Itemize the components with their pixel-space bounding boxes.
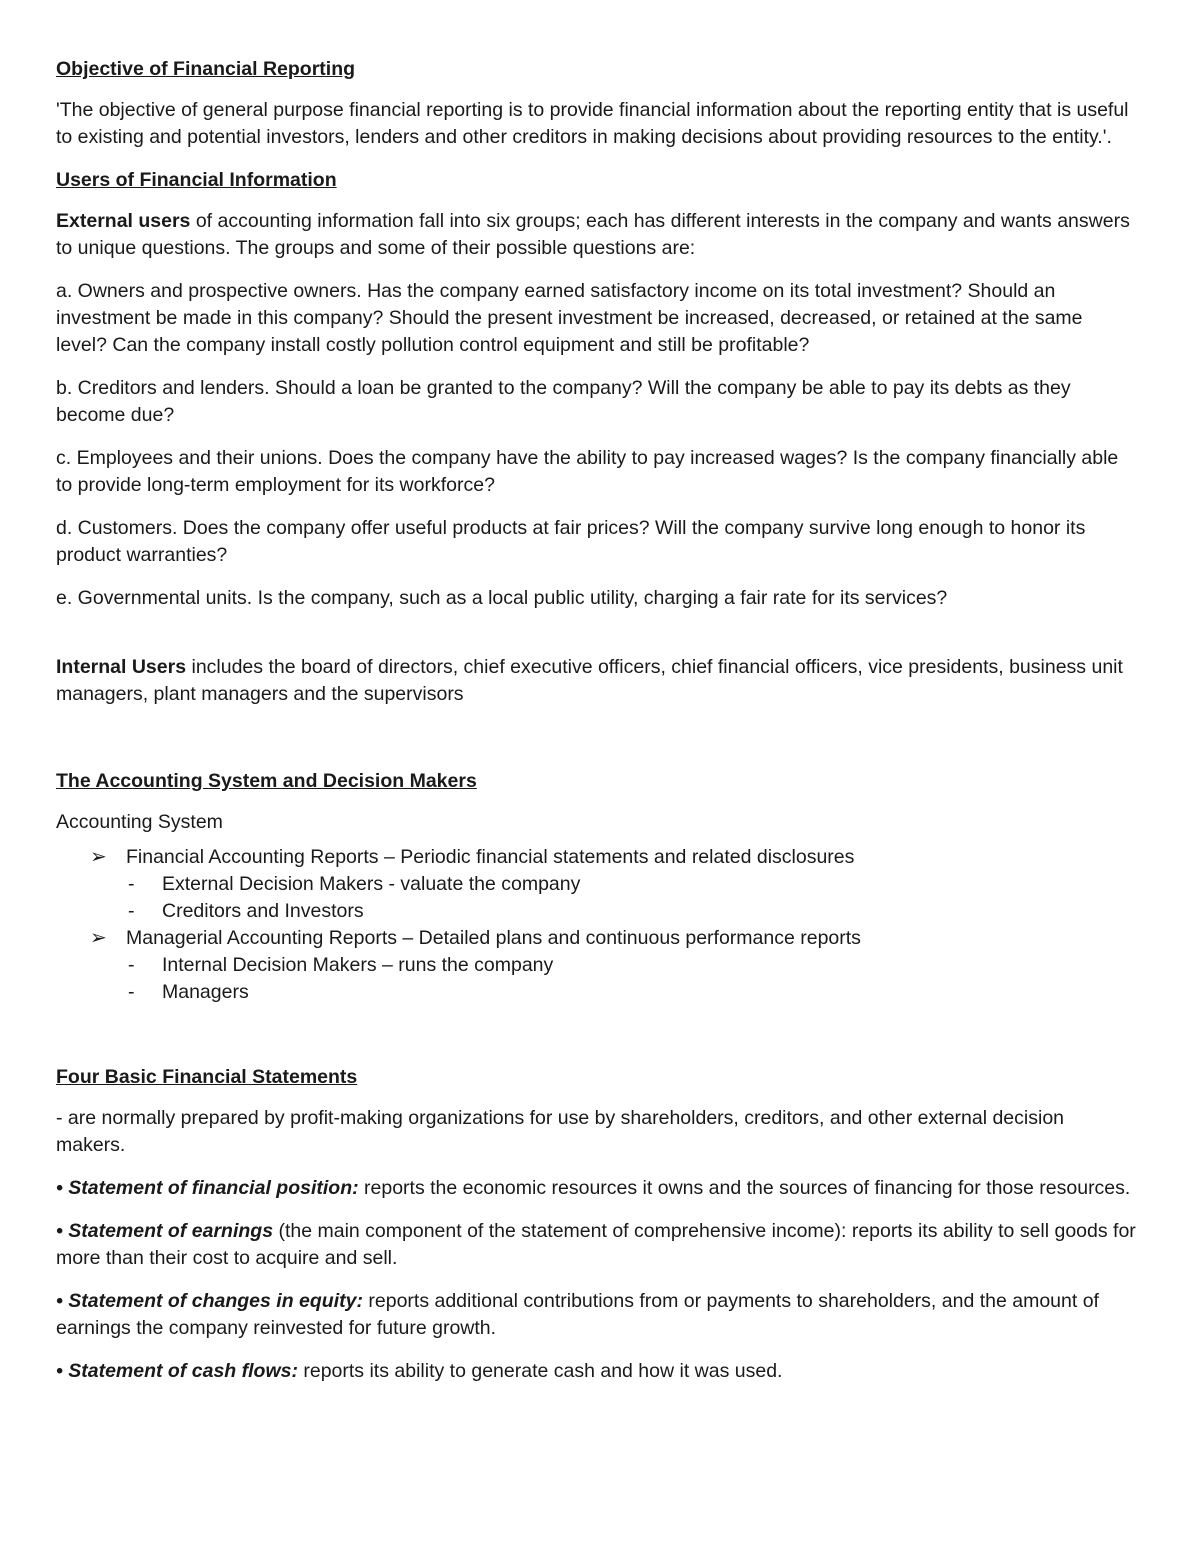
statement-label: • Statement of earnings [56, 1220, 274, 1242]
report-subitem [126, 898, 1136, 925]
statement-item [56, 1218, 1136, 1272]
spacer [56, 628, 1136, 654]
user-group-item: a. Owners and prospective owners. Has the company earned satisfactory income on its total investment? Should an investment be made in this company? Should the present investment be increased, decreased, or retained at the same level? Can the company install costly pollution control equipment and still be profitable? [56, 280, 1083, 356]
report-list [56, 844, 1136, 1006]
internal-users-label: Internal Users [56, 656, 187, 678]
user-group-item: c. Employees and their unions. Does the company have the ability to pay increased wages? Is the company financially able to provide long-term employment for its workforce? [56, 447, 1119, 496]
statement-label: • Statement of changes in equity: [56, 1290, 363, 1312]
report-subitem [126, 952, 1136, 979]
users-heading: Users of Financial Information [56, 169, 337, 191]
statement-label: • Statement of cash flows: [56, 1360, 298, 1382]
report-label: Managerial Accounting Reports – Detailed plans and continuous performance reports [126, 927, 861, 949]
external-users-label: External users [56, 210, 191, 232]
report-subitem-text: Managers [162, 981, 249, 1003]
report-subitem [126, 871, 1136, 898]
report-subitem-text: External Decision Makers - valuate the company [162, 873, 581, 895]
dash-bullet: - [128, 981, 135, 1003]
statement-text: reports its ability to generate cash and how it was used. [297, 1360, 783, 1382]
statement-item [56, 1358, 1136, 1385]
statements-intro: - are normally prepared by profit-making organizations for use by shareholders, creditors, and other external decision makers. [56, 1107, 1065, 1156]
statement-text: (the main component of the statement of comprehensive income): reports its ability to sell goods for more than their cost to acquire and sell. [56, 1220, 1136, 1269]
accounting-system-heading: The Accounting System and Decision Makers [56, 770, 477, 792]
statement-text: reports additional contributions from or payments to shareholders, and the amount of earnings the company reinvested for future growth. [56, 1290, 1099, 1339]
report-item-managerial [56, 925, 1136, 1006]
user-group-item: b. Creditors and lenders. Should a loan be granted to the company? Will the company be able to pay its debts as they become due? [56, 377, 1071, 426]
spacer [56, 724, 1136, 768]
report-subitem-list [126, 952, 1136, 1006]
arrow-bullet-icon: ➢ [90, 846, 107, 868]
report-item-financial [56, 844, 1136, 925]
user-group-item: d. Customers. Does the company offer useful products at fair prices? Will the company survive long enough to honor its product warranties? [56, 517, 1086, 566]
dash-bullet: - [128, 900, 135, 922]
spacer [56, 1006, 1136, 1064]
user-group-item: e. Governmental units. Is the company, such as a local public utility, charging a fair rate for its services? [56, 587, 948, 609]
report-subitem-text: Internal Decision Makers – runs the company [162, 954, 554, 976]
statement-label: • Statement of financial position: [56, 1177, 359, 1199]
external-users-paragraph [56, 208, 1136, 262]
accounting-system-subheading: Accounting System [56, 811, 223, 833]
dash-bullet: - [128, 873, 135, 895]
statement-text: reports the economic resources it owns and the sources of financing for those resources. [358, 1177, 1131, 1199]
arrow-bullet-icon: ➢ [90, 927, 107, 949]
report-subitem-text: Creditors and Investors [162, 900, 364, 922]
external-users-text: of accounting information fall into six groups; each has different interests in the company and wants answers to unique questions. The groups and some of their possible questions are: [56, 210, 1130, 259]
objective-quote: 'The objective of general purpose financial reporting is to provide financial information about the reporting entity that is useful to existing and potential investors, lenders and other creditors in making decisions about providing resources to the entity.'. [56, 99, 1129, 148]
dash-bullet: - [128, 954, 135, 976]
statements-heading: Four Basic Financial Statements [56, 1066, 358, 1088]
report-label: Financial Accounting Reports – Periodic financial statements and related disclosures [126, 846, 855, 868]
report-subitem [126, 979, 1136, 1006]
objective-heading: Objective of Financial Reporting [56, 58, 356, 80]
internal-users-paragraph [56, 654, 1136, 708]
statement-item [56, 1175, 1136, 1202]
internal-users-text: includes the board of directors, chief executive officers, chief financial officers, vice presidents, business unit managers, plant managers and the supervisors [56, 656, 1123, 705]
report-subitem-list [126, 871, 1136, 925]
statement-item [56, 1288, 1136, 1342]
